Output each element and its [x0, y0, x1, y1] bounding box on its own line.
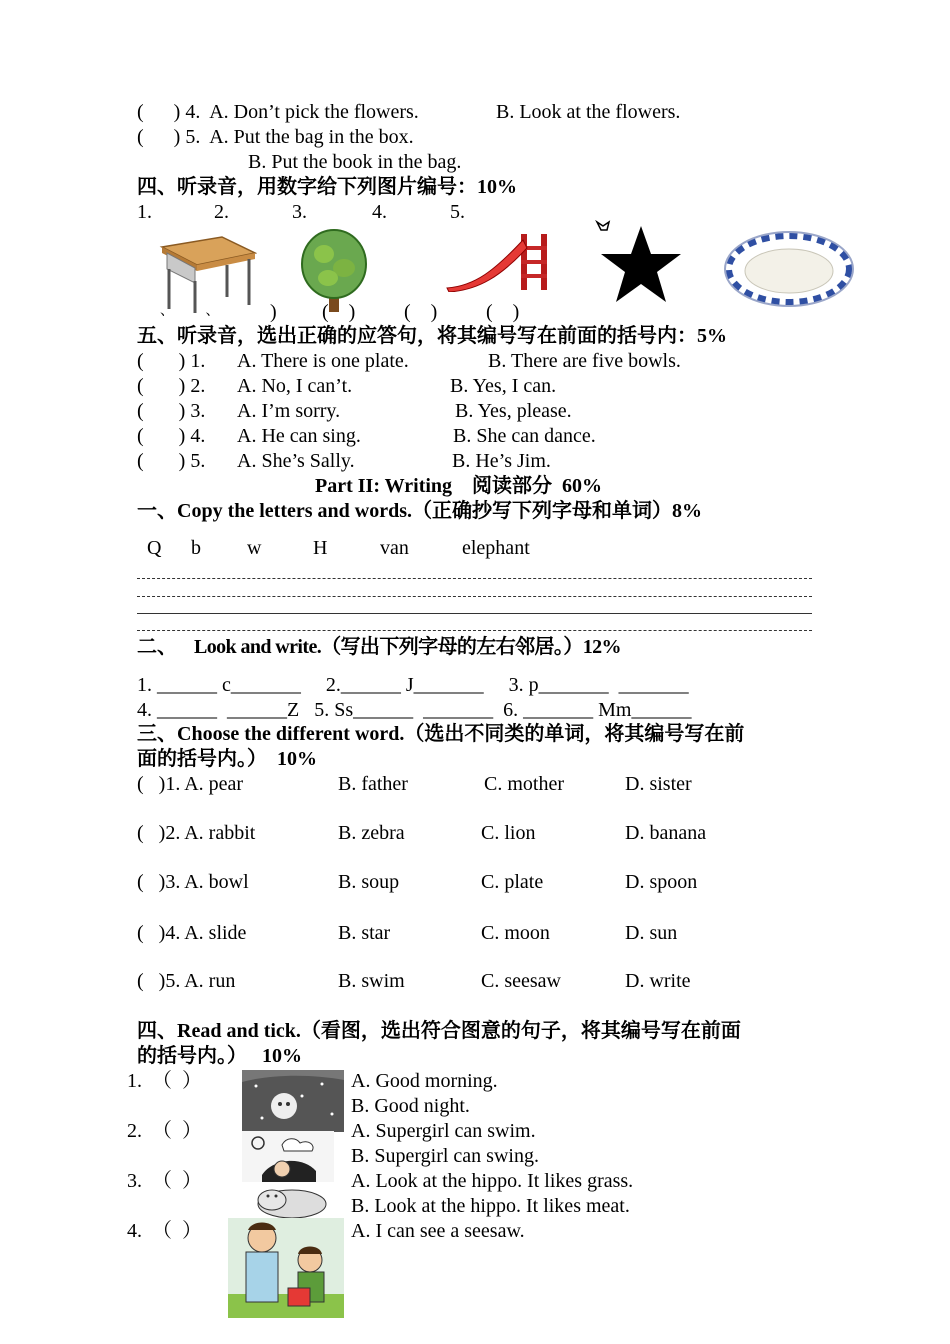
w3-q4-a: ( )4. A. slide	[137, 922, 247, 944]
picture-bracket-2: ( )	[322, 301, 356, 323]
s5-q4-a: A. He can sing.	[237, 425, 361, 447]
w1-title: 一、Copy the letters and words.（正确抄写下列字母和单词）8%	[137, 500, 702, 522]
w3-q3-d: D. spoon	[625, 871, 698, 893]
w3-q5-b: B. swim	[338, 970, 405, 992]
question-4-option-b: B. Look at the flowers.	[496, 101, 681, 123]
picture-number-1: 1.	[137, 201, 152, 223]
question-5: ( ) 5. A. Put the bag in the box.	[137, 126, 414, 148]
s5-q3-a: A. I’m sorry.	[237, 400, 341, 422]
picture-mark: 、 、	[160, 304, 220, 319]
w2-row-2: 4. ______ ______Z 5. Ss______ _______ 6. _______ Mm______	[137, 699, 692, 721]
copy-word-6: elephant	[462, 537, 530, 559]
s5-q4-b: B. She can dance.	[453, 425, 596, 447]
slide-icon	[445, 230, 555, 292]
star-icon	[593, 220, 685, 304]
w3-q2-d: D. banana	[625, 822, 707, 844]
w4-title-line-1: 四、Read and tick.（看图，选出符合图意的句子，将其编号写在前面	[137, 1020, 741, 1042]
s5-q1-a: A. There is one plate.	[237, 350, 409, 372]
w3-q5-c: C. seesaw	[481, 970, 561, 992]
picture-bracket-1: )	[270, 301, 277, 323]
w3-q4-c: C. moon	[481, 922, 550, 944]
w4-q4-num: 4. （ ）	[127, 1220, 202, 1242]
w4-q1-num: 1. （ ）	[127, 1070, 202, 1092]
w3-q1-b: B. father	[338, 773, 408, 795]
w3-q3-b: B. soup	[338, 871, 400, 893]
s5-q3-num: ( ) 3.	[137, 400, 206, 422]
w4-sentence-7: A. I can see a seesaw.	[351, 1220, 525, 1242]
w4-sentence-4: B. Supergirl can swing.	[351, 1145, 539, 1167]
w2-title-number: 二、	[137, 636, 177, 658]
w4-sentence-1: A. Good morning.	[351, 1070, 498, 1092]
w4-title-line-2: 的括号内。） 10%	[137, 1045, 302, 1067]
writing-line-3	[137, 613, 812, 614]
picture-number-5: 5.	[450, 201, 465, 223]
s5-q5-a: A. She’s Sally.	[237, 450, 355, 472]
part2-title: Part II: Writing 阅读部分 60%	[315, 475, 603, 497]
seesaw-picture	[228, 1218, 344, 1318]
s5-q2-b: B. Yes, I can.	[450, 375, 557, 397]
w3-q4-b: B. star	[338, 922, 391, 944]
picture-bracket-4: ( )	[486, 301, 520, 323]
picture-bracket-3: ( )	[404, 301, 438, 323]
w4-sentence-3: A. Supergirl can swim.	[351, 1120, 536, 1142]
w3-q3-c: C. plate	[481, 871, 544, 893]
w3-title-line-2: 面的括号内。） 10%	[137, 748, 317, 770]
picture-number-2: 2.	[214, 201, 229, 223]
supergirl-picture	[242, 1131, 334, 1183]
w3-q1-a: ( )1. A. pear	[137, 773, 244, 795]
s5-q5-b: B. He’s Jim.	[452, 450, 551, 472]
night-picture	[242, 1070, 344, 1132]
section5-title: 五、听录音，选出正确的应答句，将其编号写在前面的括号内：5%	[137, 325, 727, 347]
w4-sentence-2: B. Good night.	[351, 1095, 470, 1117]
w3-q5-a: ( )5. A. run	[137, 970, 236, 992]
w2-title: Look and write.（写出下列字母的左右邻居。）12%	[194, 636, 621, 658]
question-5-option-b: B. Put the book in the bag.	[248, 151, 462, 173]
w3-q1-d: D. sister	[625, 773, 692, 795]
section4-title: 四、听录音，用数字给下列图片编号：10%	[137, 176, 517, 198]
copy-word-5: van	[380, 537, 409, 559]
writing-line-4	[137, 630, 812, 631]
s5-q4-num: ( ) 4.	[137, 425, 206, 447]
w3-q5-d: D. write	[625, 970, 691, 992]
s5-q1-num: ( ) 1.	[137, 350, 206, 372]
s5-q5-num: ( ) 5.	[137, 450, 206, 472]
copy-word-3: w	[247, 537, 262, 559]
w3-q4-d: D. sun	[625, 922, 678, 944]
w4-q2-num: 2. （ ）	[127, 1120, 202, 1142]
s5-q2-a: A. No, I can’t.	[237, 375, 353, 397]
s5-q3-b: B. Yes, please.	[455, 400, 572, 422]
copy-word-1: Q	[147, 537, 162, 559]
w3-q2-a: ( )2. A. rabbit	[137, 822, 256, 844]
w3-q2-b: B. zebra	[338, 822, 405, 844]
picture-number-4: 4.	[372, 201, 387, 223]
w3-q1-c: C. mother	[484, 773, 564, 795]
w4-sentence-6: B. Look at the hippo. It likes meat.	[351, 1195, 630, 1217]
writing-line-2	[137, 596, 812, 597]
w3-title-line-1: 三、Choose the different word.（选出不同类的单词，将其编号写在前	[137, 723, 745, 745]
plate-icon	[723, 230, 855, 308]
hippo-picture	[242, 1182, 334, 1220]
picture-number-3: 3.	[292, 201, 307, 223]
question-4: ( ) 4. A. Don’t pick the flowers.	[137, 101, 419, 123]
copy-word-4: H	[313, 537, 328, 559]
w4-q3-num: 3. （ ）	[127, 1170, 202, 1192]
w2-row-1: 1. ______ c_______ 2.______ J_______ 3. p_______ _______	[137, 674, 689, 696]
w3-q3-a: ( )3. A. bowl	[137, 871, 249, 893]
copy-word-2: b	[191, 537, 201, 559]
s5-q2-num: ( ) 2.	[137, 375, 206, 397]
w3-q2-c: C. lion	[481, 822, 536, 844]
writing-line-1	[137, 578, 812, 579]
s5-q1-b: B. There are five bowls.	[488, 350, 681, 372]
w4-sentence-5: A. Look at the hippo. It likes grass.	[351, 1170, 634, 1192]
